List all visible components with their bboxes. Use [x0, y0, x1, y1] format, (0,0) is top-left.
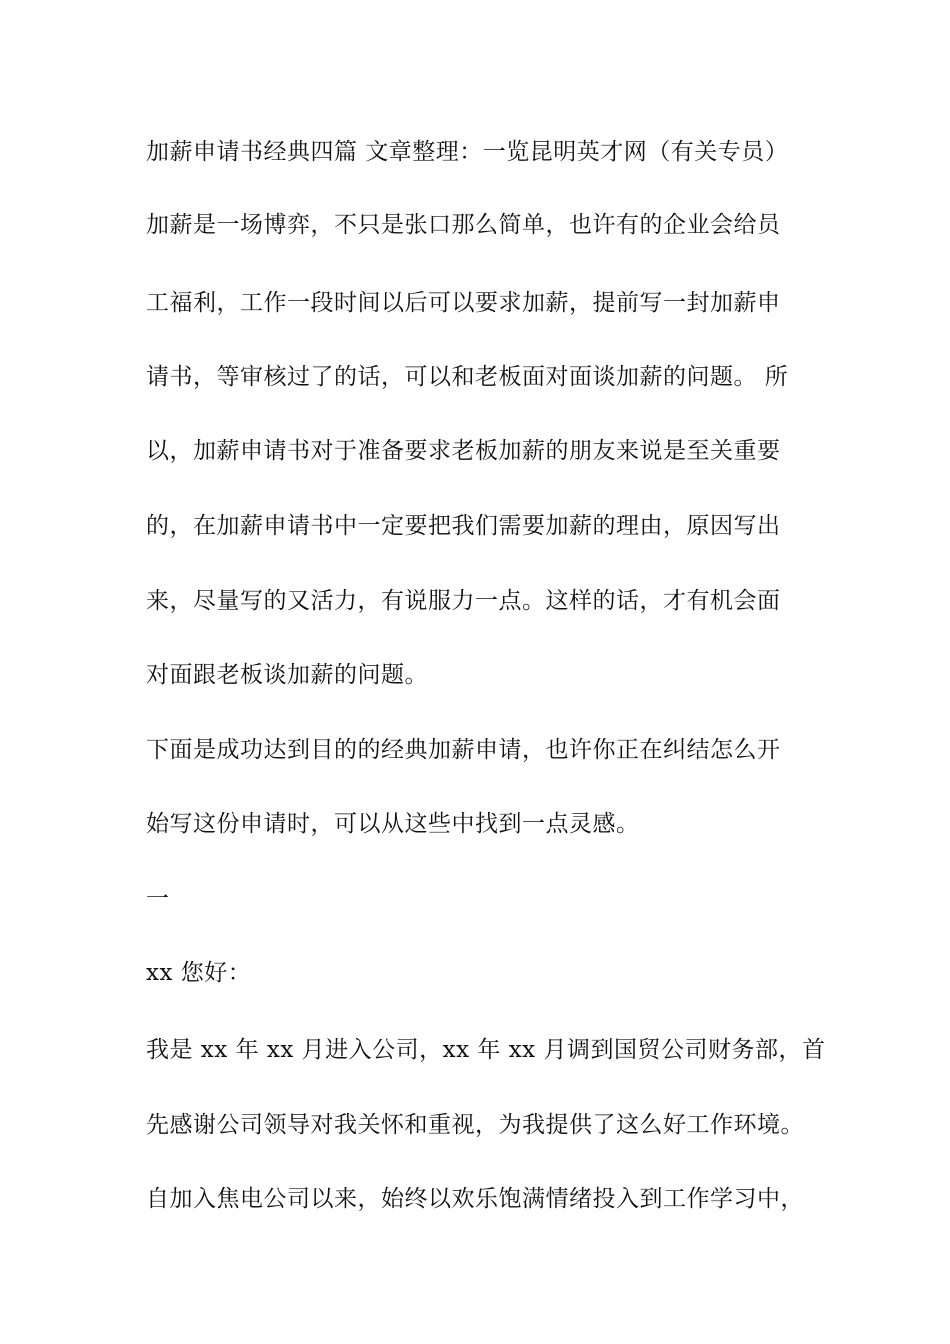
intro-line-7: 对面跟老板谈加薪的问题。 [146, 662, 428, 688]
intro-line-5: 的，在加薪申请书中一定要把我们需要加薪的理由，原因写出 [146, 513, 781, 539]
lead-line-1: 下面是成功达到目的的经典加薪申请，也许你正在纠结怎么开 [146, 737, 781, 763]
letter-body-line-3: 自加入焦电公司以来，始终以欢乐饱满情绪投入到工作学习中， [146, 1186, 804, 1212]
intro-line-3: 请书，等审核过了的话，可以和老板面对面谈加薪的问题。 所 [146, 364, 789, 390]
intro-line-2: 工福利，工作一段时间以后可以要求加薪，提前写一封加薪申 [146, 290, 781, 316]
lead-line-2: 始写这份申请时，可以从这些中找到一点灵感。 [146, 811, 640, 837]
section-number: 一 [146, 886, 170, 912]
intro-line-6: 来，尽量写的又活力，有说服力一点。这样的话，才有机会面 [146, 588, 781, 614]
document-title-line: 加薪申请书经典四篇 文章整理：一览昆明英才网（有关专员） [146, 139, 789, 165]
letter-body-line-1: 我是 xx 年 xx 月进入公司，xx 年 xx 月调到国贸公司财务部，首 [146, 1037, 826, 1063]
letter-body-line-2: 先感谢公司领导对我关怀和重视，为我提供了这么好工作环境。 [146, 1112, 804, 1138]
intro-line-4: 以，加薪申请书对于准备要求老板加薪的朋友来说是至关重要 [146, 438, 781, 464]
intro-line-1: 加薪是一场博弈，不只是张口那么简单，也许有的企业会给员 [146, 212, 781, 238]
letter-greeting: xx 您好： [146, 960, 252, 986]
